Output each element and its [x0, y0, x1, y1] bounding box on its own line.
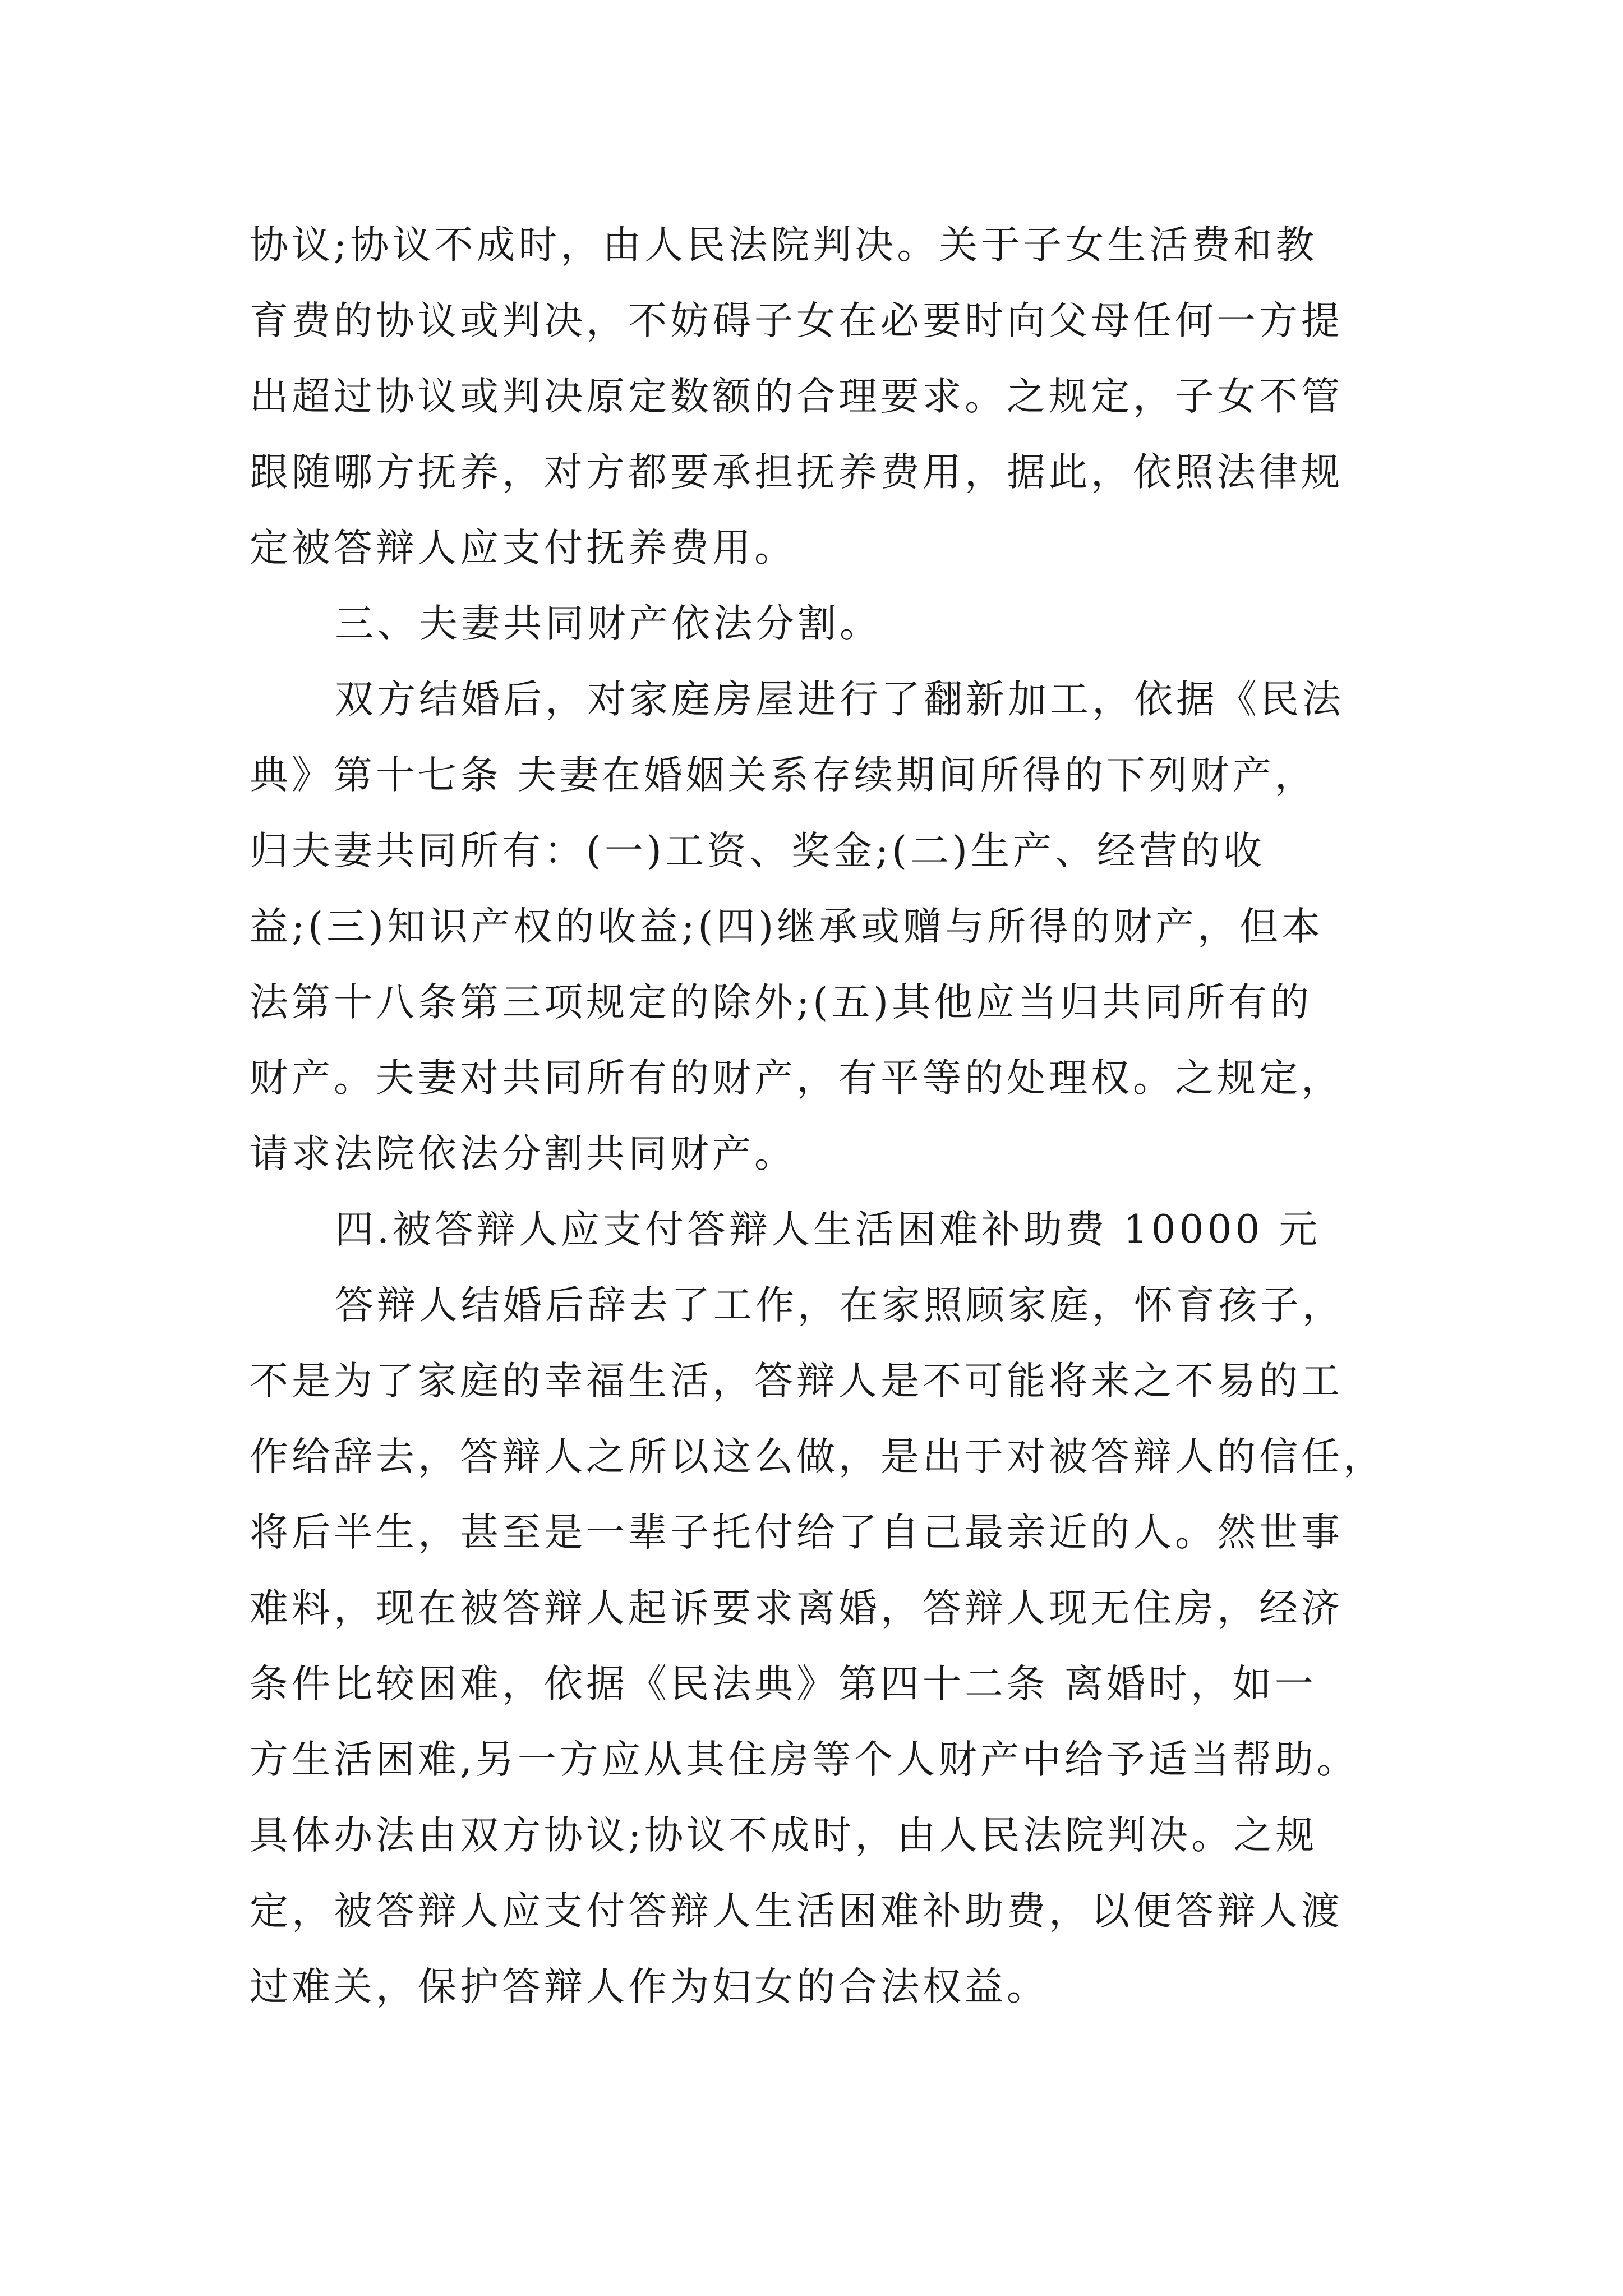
text-line: 益;(三)知识产权的收益;(四)继承或赠与所得的财产，但本 [250, 904, 1324, 949]
text-line: 作给辞去，答辩人之所以这么做，是出于对被答辩人的信任， [250, 1434, 1385, 1479]
text-line: 归夫妻共同所有：(一)工资、奖金;(二)生产、经营的收 [250, 829, 1265, 873]
text-line: 定被答辩人应支付抚养费用。 [250, 526, 796, 570]
text-line: 条件比较困难，依据《民法典》第四十二条 离婚时，如一 [250, 1662, 1317, 1706]
text-line: 将后半生，甚至是一辈子托付给了自己最亲近的人。然世事 [250, 1510, 1343, 1555]
section-heading: 三、夫妻共同财产依法分割。 [335, 601, 882, 646]
text-line: 典》第十七条 夫妻在婚姻关系存续期间所得的下列财产， [250, 753, 1317, 798]
text-line: 财产。夫妻对共同所有的财产，有平等的处理权。之规定， [250, 1056, 1343, 1101]
text-line: 具体办法由双方协议;协议不成时，由人民法院判决。之规 [250, 1813, 1318, 1858]
text-line: 协议;协议不成时，由人民法院判决。关于子女生活费和教 [250, 223, 1318, 268]
text-line: 方生活困难,另一方应从其住房等个人财产中给予适当帮助。 [250, 1737, 1359, 1782]
text-line: 难料，现在被答辩人起诉要求离婚，答辩人现无住房，经济 [250, 1586, 1343, 1631]
text-line: 过难关，保护答辩人作为妇女的合法权益。 [250, 1964, 1049, 2009]
text-line: 不是为了家庭的幸福生活，答辩人是不可能将来之不易的工 [250, 1359, 1343, 1404]
text-line: 答辩人结婚后辞去了工作，在家照顾家庭，怀育孩子， [335, 1283, 1344, 1328]
document-body [250, 208, 1391, 2025]
text-line: 育费的协议或判决，不妨碍子女在必要时向父母任何一方提 [250, 298, 1343, 343]
text-line: 请求法院依法分割共同财产。 [250, 1131, 796, 1176]
text-line: 法第十八条第三项规定的除外;(五)其他应当归共同所有的 [250, 980, 1313, 1025]
text-line: 定，被答辩人应支付答辩人生活困难补助费，以便答辩人渡 [250, 1889, 1343, 1934]
text-line: 出超过协议或判决原定数额的合理要求。之规定，子女不管 [250, 374, 1343, 419]
section-heading: 四.被答辩人应支付答辩人生活困难补助费 10000 元 [335, 1207, 1321, 1252]
text-line: 双方结婚后，对家庭房屋进行了翻新加工，依据《民法 [335, 677, 1344, 722]
text-line: 跟随哪方抚养，对方都要承担抚养费用，据此，依照法律规 [250, 450, 1343, 495]
